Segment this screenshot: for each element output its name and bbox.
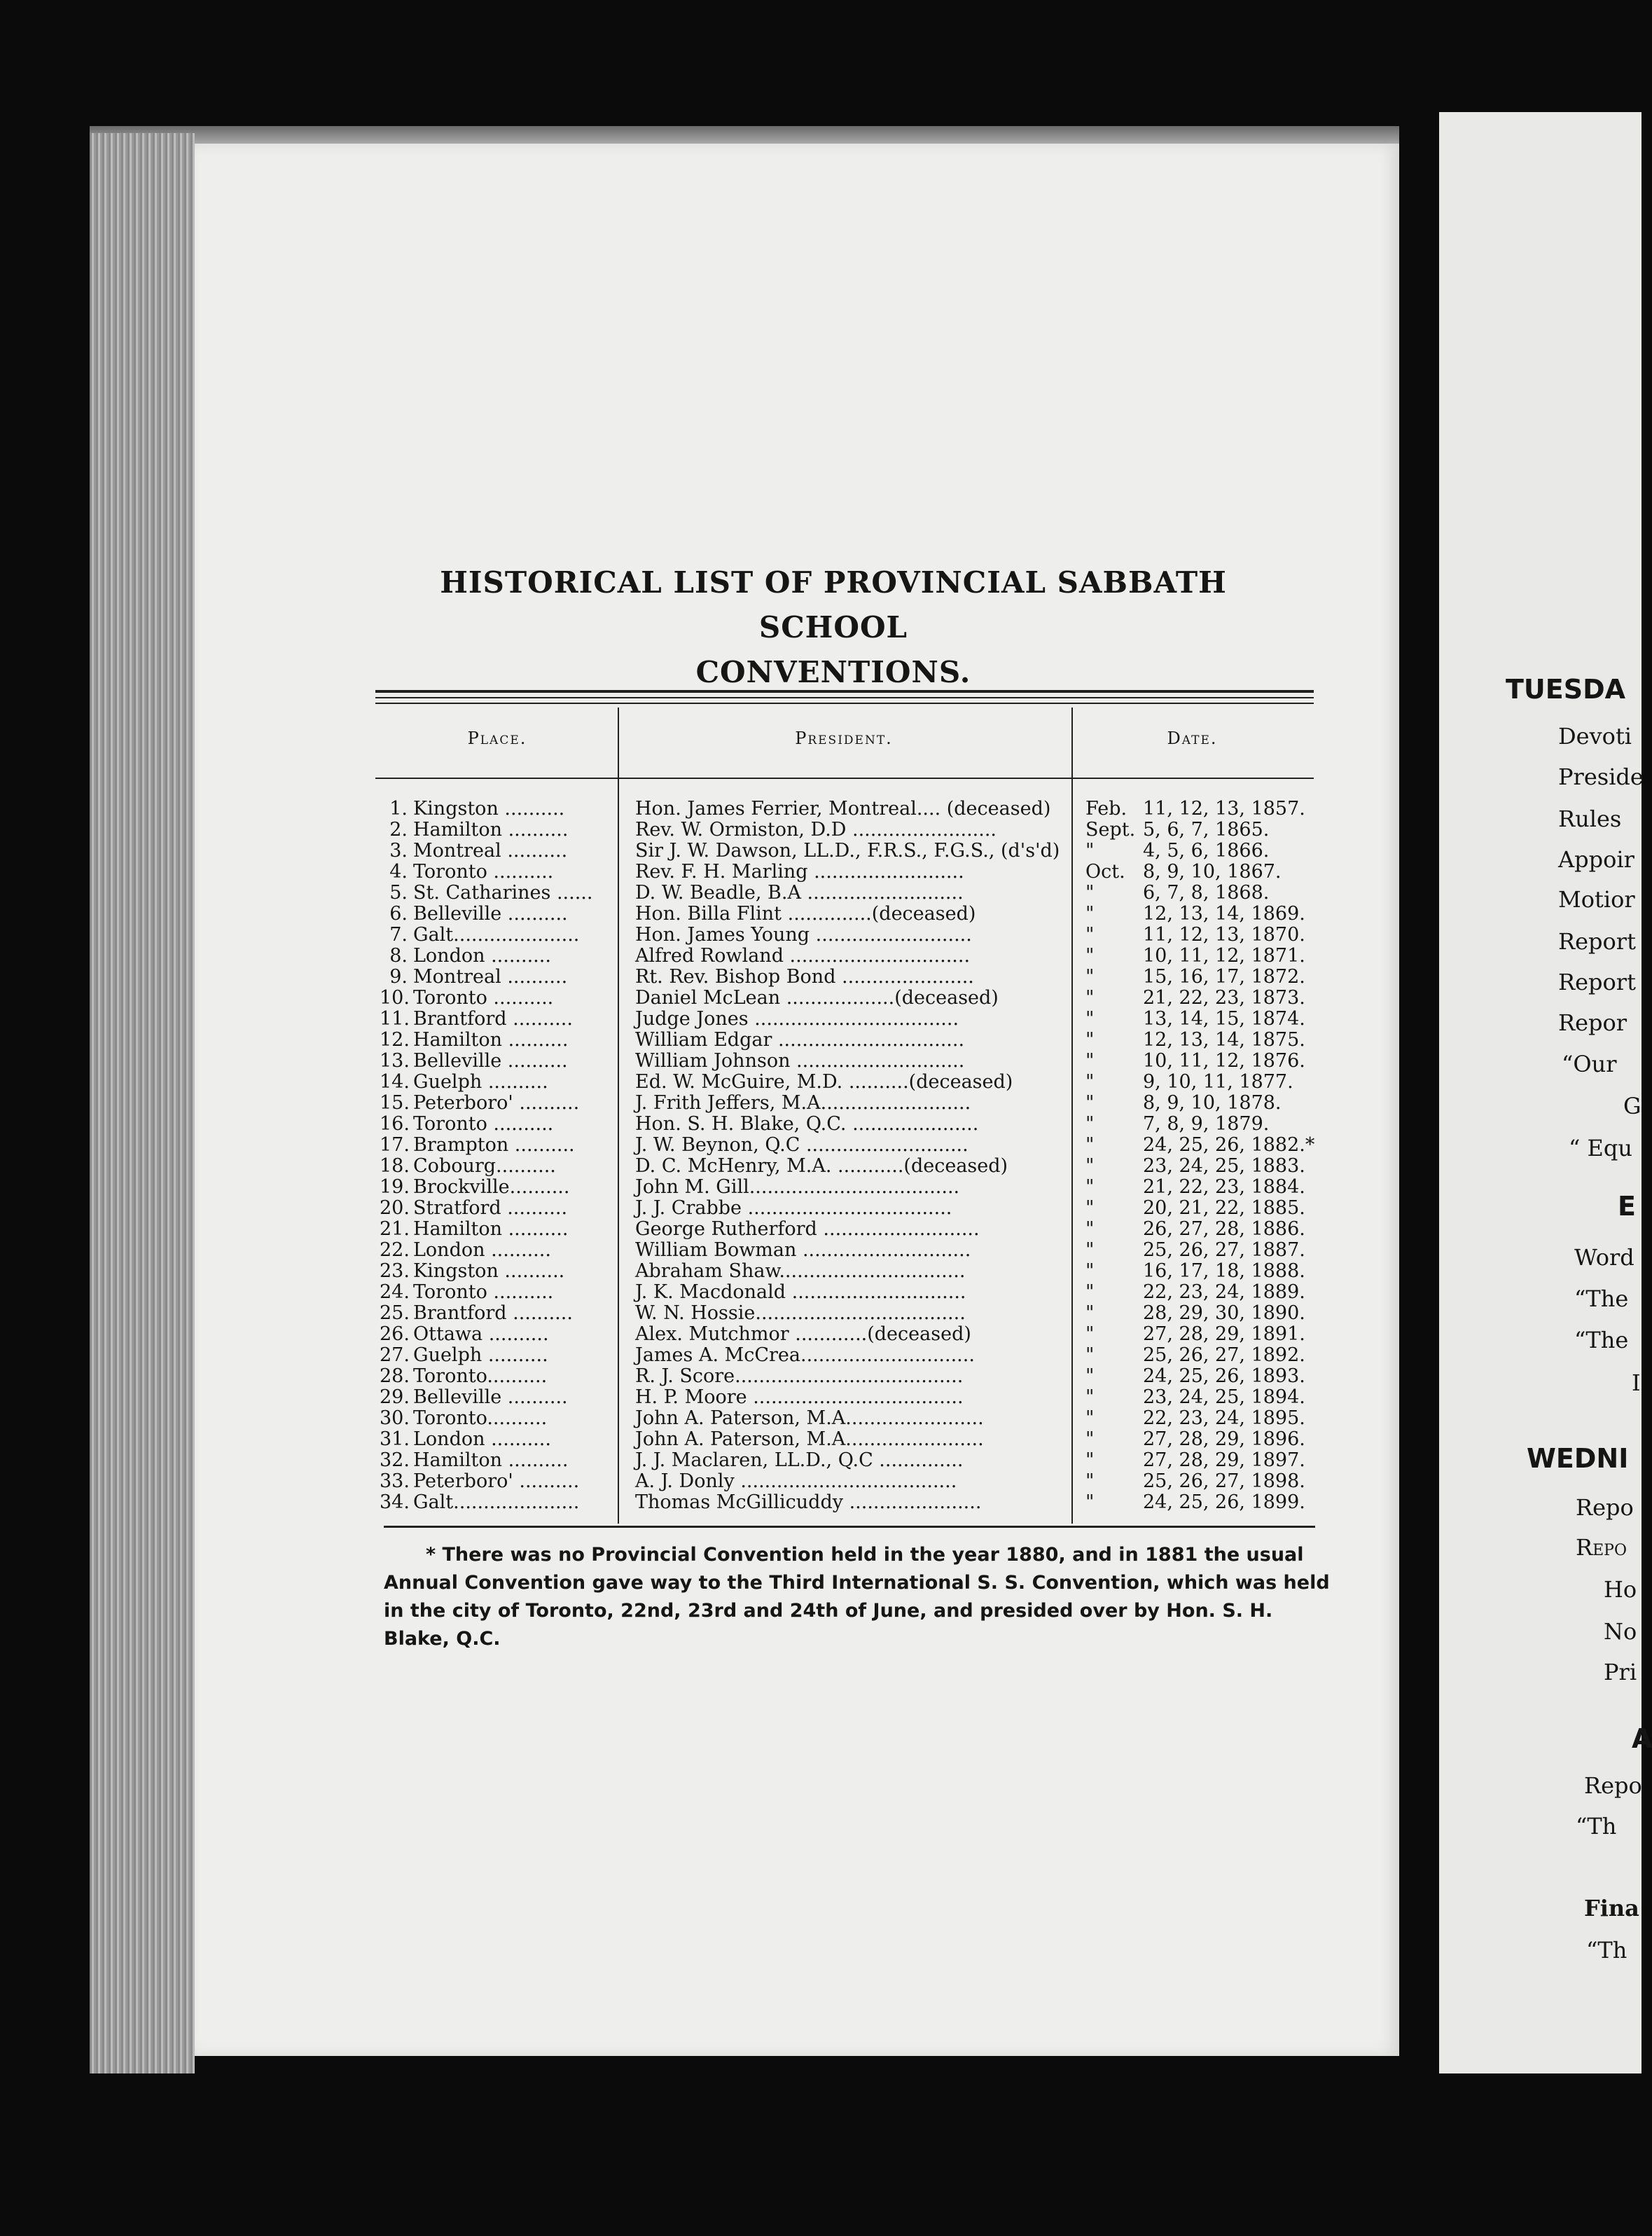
row-place: Belleville .......... — [413, 903, 568, 925]
table-bottom-rule — [384, 1526, 1315, 1528]
row-number: 28. — [380, 1365, 410, 1387]
row-days: 23, 24, 25, 1883. — [1143, 1155, 1305, 1177]
row-days: 10, 11, 12, 1876. — [1143, 1050, 1305, 1072]
row-month: " — [1085, 1008, 1095, 1030]
row-president: John M. Gill................................... — [635, 1176, 960, 1198]
row-number: 27. — [380, 1344, 410, 1366]
rp-line: Rules — [1558, 806, 1622, 832]
row-president: Daniel McLean ..................(deceased) — [635, 987, 999, 1009]
table-row — [380, 1408, 1332, 1429]
rp-line: Motior — [1558, 886, 1635, 913]
row-place: Peterboro' .......... — [413, 1470, 580, 1492]
row-month: " — [1085, 1281, 1095, 1303]
row-days: 25, 26, 27, 1898. — [1143, 1470, 1305, 1492]
row-president: Hon. James Ferrier, Montreal.... (deceased) — [635, 798, 1051, 820]
row-month: " — [1085, 987, 1095, 1009]
rp-line: “Th — [1586, 1937, 1627, 1964]
row-month: " — [1085, 1050, 1095, 1072]
page-title — [371, 560, 1296, 695]
row-place: Stratford .......... — [413, 1197, 568, 1219]
row-place: Toronto .......... — [413, 1281, 554, 1303]
row-president: William Bowman ............................ — [635, 1239, 971, 1261]
row-president: J. W. Beynon, Q.C ........................... — [635, 1134, 969, 1156]
row-month: Oct. — [1085, 861, 1125, 883]
row-place: Toronto.......... — [413, 1407, 548, 1429]
row-number: 31. — [380, 1428, 410, 1450]
row-month: " — [1085, 924, 1095, 946]
table-row — [380, 862, 1332, 883]
row-president: R. J. Score...................................... — [635, 1365, 964, 1387]
row-month: " — [1085, 1323, 1095, 1345]
rp-heading-wednesday: WEDNI — [1527, 1443, 1629, 1474]
row-days: 20, 21, 22, 1885. — [1143, 1197, 1305, 1219]
rp-line: I — [1632, 1369, 1641, 1396]
row-president: J. Frith Jeffers, M.A......................... — [635, 1092, 971, 1114]
rp-line: G — [1623, 1093, 1641, 1119]
row-place: Kingston .......... — [413, 1260, 565, 1282]
rp-line: Word — [1574, 1244, 1634, 1271]
row-place: Guelph .......... — [413, 1344, 548, 1366]
row-number: 33. — [380, 1470, 410, 1492]
table-row — [380, 1324, 1332, 1345]
row-month: " — [1085, 1449, 1095, 1471]
row-place: St. Catharines ...... — [413, 882, 593, 904]
row-president: George Rutherford .......................... — [635, 1218, 980, 1240]
table-row — [380, 820, 1332, 841]
row-place: Brampton .......... — [413, 1134, 575, 1156]
row-month: " — [1085, 1155, 1095, 1177]
row-days: 5, 6, 7, 1865. — [1143, 819, 1270, 841]
table-row — [380, 1093, 1332, 1114]
row-days: 11, 12, 13, 1870. — [1143, 924, 1305, 946]
row-month: " — [1085, 1386, 1095, 1408]
table-row — [380, 988, 1332, 1009]
row-number: 16. — [380, 1113, 410, 1135]
row-number: 22. — [380, 1239, 410, 1261]
row-president: Rt. Rev. Bishop Bond ...................... — [635, 966, 974, 988]
table-row — [380, 1198, 1332, 1219]
row-place: Galt..................... — [413, 924, 580, 946]
row-president: Rev. W. Ormiston, D.D ........................ — [635, 819, 997, 841]
row-number: 34. — [380, 1491, 410, 1513]
header-bottom-rule — [375, 778, 1314, 779]
row-president: Thomas McGillicuddy ...................... — [635, 1491, 982, 1513]
row-number: 11. — [380, 1008, 410, 1030]
row-place: Montreal .......... — [413, 840, 568, 862]
row-place: Belleville .......... — [413, 1386, 568, 1408]
rp-line: Report — [1558, 969, 1636, 995]
row-month: " — [1085, 1071, 1095, 1093]
row-president: William Johnson ............................ — [635, 1050, 965, 1072]
row-place: Brockville.......... — [413, 1176, 570, 1198]
row-president: D. W. Beadle, B.A .......................... — [635, 882, 964, 904]
row-number: 17. — [380, 1134, 410, 1156]
row-month: Feb. — [1085, 798, 1127, 820]
table-row — [380, 1492, 1332, 1513]
row-month: " — [1085, 1197, 1095, 1219]
row-president: J. K. Macdonald ............................. — [635, 1281, 966, 1303]
table-row — [380, 799, 1332, 820]
title-line-1: HISTORICAL LIST OF PROVINCIAL SABBATH SCHOOL — [440, 565, 1227, 644]
row-place: Peterboro' .......... — [413, 1092, 580, 1114]
row-place: Belleville .......... — [413, 1050, 568, 1072]
rp-line: Preside — [1558, 764, 1644, 790]
row-president: Sir J. W. Dawson, LL.D., F.R.S., F.G.S., (d's'd) — [635, 840, 1060, 862]
row-days: 26, 27, 28, 1886. — [1143, 1218, 1305, 1240]
row-month: " — [1085, 1239, 1095, 1261]
row-president: Hon. James Young .......................... — [635, 924, 972, 946]
row-days: 11, 12, 13, 1857. — [1143, 798, 1305, 820]
row-days: 21, 22, 23, 1873. — [1143, 987, 1305, 1009]
row-president: J. J. Crabbe .................................. — [635, 1197, 952, 1219]
row-days: 21, 22, 23, 1884. — [1143, 1176, 1305, 1198]
row-place: Cobourg.......... — [413, 1155, 556, 1177]
row-number: 24. — [380, 1281, 410, 1303]
row-month: " — [1085, 1134, 1095, 1156]
rp-heading-a: A — [1632, 1723, 1652, 1754]
table-row — [380, 1051, 1332, 1072]
table-row — [380, 946, 1332, 967]
row-days: 27, 28, 29, 1891. — [1143, 1323, 1305, 1345]
row-number: 9. — [389, 966, 408, 988]
row-days: 24, 25, 26, 1899. — [1143, 1491, 1305, 1513]
rp-line: “The — [1574, 1285, 1629, 1312]
row-president: William Edgar ............................... — [635, 1029, 965, 1051]
table-row — [380, 1261, 1332, 1282]
table-row — [380, 1177, 1332, 1198]
row-president: Alfred Rowland .............................. — [635, 945, 971, 967]
row-number: 30. — [380, 1407, 410, 1429]
table-row — [380, 1366, 1332, 1387]
table-row — [380, 1135, 1332, 1156]
row-place: London .......... — [413, 1239, 551, 1261]
row-month: " — [1085, 1218, 1095, 1240]
row-number: 1. — [389, 798, 408, 820]
row-month: " — [1085, 1260, 1095, 1282]
table-row — [380, 1240, 1332, 1261]
row-place: Brantford .......... — [413, 1008, 573, 1030]
row-president: Abraham Shaw............................... — [635, 1260, 966, 1282]
row-number: 13. — [380, 1050, 410, 1072]
row-number: 25. — [380, 1302, 410, 1324]
rp-line: Ho — [1604, 1576, 1637, 1603]
row-president: D. C. McHenry, M.A. ...........(deceased) — [635, 1155, 1008, 1177]
row-days: 12, 13, 14, 1869. — [1143, 903, 1305, 925]
row-president: Hon. S. H. Blake, Q.C. ..................... — [635, 1113, 979, 1135]
table-row — [380, 1282, 1332, 1303]
row-place: Montreal .......... — [413, 966, 568, 988]
rp-line: Appoir — [1558, 846, 1634, 873]
header-date: Date. — [1167, 729, 1218, 748]
table-row — [380, 883, 1332, 904]
table-row — [380, 1303, 1332, 1324]
table-row — [380, 904, 1332, 925]
row-president: John A. Paterson, M.A....................... — [635, 1407, 984, 1429]
rp-heading-e: E — [1618, 1191, 1636, 1222]
row-month: " — [1085, 1344, 1095, 1366]
row-days: 6, 7, 8, 1868. — [1143, 882, 1270, 904]
row-days: 22, 23, 24, 1895. — [1143, 1407, 1305, 1429]
table-row — [380, 1009, 1332, 1030]
row-president: Alex. Mutchmor ............(deceased) — [635, 1323, 971, 1345]
row-days: 15, 16, 17, 1872. — [1143, 966, 1305, 988]
row-days: 8, 9, 10, 1867. — [1143, 861, 1282, 883]
table-row — [380, 925, 1332, 946]
row-month: " — [1085, 945, 1095, 967]
row-days: 10, 11, 12, 1871. — [1143, 945, 1305, 967]
row-month: " — [1085, 966, 1095, 988]
rp-line: “The — [1574, 1327, 1629, 1353]
row-month: " — [1085, 1407, 1095, 1429]
row-number: 4. — [389, 861, 408, 883]
row-number: 21. — [380, 1218, 410, 1240]
table-row — [380, 1429, 1332, 1450]
row-days: 8, 9, 10, 1878. — [1143, 1092, 1282, 1114]
rp-line: Devoti — [1558, 723, 1632, 750]
rp-line: No — [1604, 1618, 1637, 1645]
rp-line: Report — [1558, 928, 1636, 955]
row-president: James A. McCrea............................. — [635, 1344, 975, 1366]
row-days: 25, 26, 27, 1887. — [1143, 1239, 1305, 1261]
row-month: " — [1085, 1176, 1095, 1198]
table-row — [380, 967, 1332, 988]
row-number: 29. — [380, 1386, 410, 1408]
row-number: 32. — [380, 1449, 410, 1471]
row-month: " — [1085, 1092, 1095, 1114]
row-president: John A. Paterson, M.A....................... — [635, 1428, 984, 1450]
row-number: 26. — [380, 1323, 410, 1345]
row-president: J. J. Maclaren, LL.D., Q.C .............. — [635, 1449, 964, 1471]
row-place: Ottawa .......... — [413, 1323, 549, 1345]
row-place: London .......... — [413, 1428, 551, 1450]
row-days: 7, 8, 9, 1879. — [1143, 1113, 1270, 1135]
table-row — [380, 1387, 1332, 1408]
row-president: W. N. Hossie................................... — [635, 1302, 966, 1324]
row-month: " — [1085, 1428, 1095, 1450]
row-place: London .......... — [413, 945, 551, 967]
rp-line: Repor — [1558, 1009, 1627, 1036]
table-row — [380, 1030, 1332, 1051]
row-president: Ed. W. McGuire, M.D. ..........(deceased) — [635, 1071, 1013, 1093]
row-place: Hamilton .......... — [413, 1029, 569, 1051]
row-days: 16, 17, 18, 1888. — [1143, 1260, 1305, 1282]
rp-line: Fina — [1584, 1895, 1639, 1921]
row-month: " — [1085, 1365, 1095, 1387]
row-number: 14. — [380, 1071, 410, 1093]
rp-line: Repo — [1584, 1772, 1642, 1799]
row-president: Judge Jones .................................. — [635, 1008, 959, 1030]
row-month: " — [1085, 882, 1095, 904]
table-row — [380, 1471, 1332, 1492]
rp-line: “Th — [1576, 1813, 1617, 1840]
row-place: Toronto .......... — [413, 861, 554, 883]
row-month: " — [1085, 1491, 1095, 1513]
row-number: 7. — [389, 924, 408, 946]
row-place: Hamilton .......... — [413, 1449, 569, 1471]
row-place: Guelph .......... — [413, 1071, 548, 1093]
row-days: 25, 26, 27, 1892. — [1143, 1344, 1305, 1366]
row-place: Brantford .......... — [413, 1302, 573, 1324]
row-month: " — [1085, 903, 1095, 925]
table-row — [380, 1072, 1332, 1093]
rp-heading-tuesday: TUESDA — [1506, 674, 1626, 705]
row-place: Toronto .......... — [413, 987, 554, 1009]
rp-line: Pri — [1604, 1659, 1637, 1685]
table-top-rule — [375, 690, 1314, 693]
table-top-rule-3 — [375, 703, 1314, 704]
header-president: President. — [795, 729, 893, 748]
table-row — [380, 1114, 1332, 1135]
table-row — [380, 1345, 1332, 1366]
row-number: 8. — [389, 945, 408, 967]
row-number: 23. — [380, 1260, 410, 1282]
row-days: 24, 25, 26, 1893. — [1143, 1365, 1305, 1387]
row-place: Kingston .......... — [413, 798, 565, 820]
footnote: * There was no Provincial Convention held in the year 1880, and in 1881 the usual Annual Convention gave way to the Third International S. S. Convention, which was held in the city of Toronto, 22nd, 23rd and 24th of June, and presided over by Hon. S. H. Blake, Q.C. — [384, 1544, 1330, 1650]
header-place: Place. — [467, 729, 527, 748]
table-row — [380, 1156, 1332, 1177]
table-row — [380, 841, 1332, 862]
row-president: Rev. F. H. Marling ......................... — [635, 861, 964, 883]
row-days: 23, 24, 25, 1894. — [1143, 1386, 1305, 1408]
row-month: " — [1085, 1302, 1095, 1324]
row-days: 4, 5, 6, 1866. — [1143, 840, 1270, 862]
row-month: Sept. — [1085, 819, 1136, 841]
rp-line: “ Equ — [1569, 1135, 1632, 1161]
row-place: Hamilton .......... — [413, 1218, 569, 1240]
rp-line: Repo — [1576, 1534, 1627, 1561]
row-number: 12. — [380, 1029, 410, 1051]
row-number: 19. — [380, 1176, 410, 1198]
row-days: 27, 28, 29, 1896. — [1143, 1428, 1305, 1450]
row-president: Hon. Billa Flint ..............(deceased) — [635, 903, 976, 925]
row-days: 22, 23, 24, 1889. — [1143, 1281, 1305, 1303]
row-number: 20. — [380, 1197, 410, 1219]
book-page-edges — [90, 133, 195, 2073]
row-place: Galt..................... — [413, 1491, 580, 1513]
convention-table — [380, 799, 1332, 1513]
title-line-2: CONVENTIONS. — [695, 655, 971, 689]
table-row — [380, 1450, 1332, 1471]
row-president: H. P. Moore ................................... — [635, 1386, 964, 1408]
row-days: 27, 28, 29, 1897. — [1143, 1449, 1305, 1471]
row-days: 24, 25, 26, 1882.* — [1143, 1134, 1315, 1156]
table-row — [380, 1219, 1332, 1240]
row-month: " — [1085, 1470, 1095, 1492]
table-top-rule-2 — [375, 697, 1314, 698]
row-place: Toronto .......... — [413, 1113, 554, 1135]
row-number: 18. — [380, 1155, 410, 1177]
row-number: 5. — [389, 882, 408, 904]
row-number: 10. — [380, 987, 410, 1009]
row-number: 15. — [380, 1092, 410, 1114]
row-place: Toronto.......... — [413, 1365, 548, 1387]
row-days: 13, 14, 15, 1874. — [1143, 1008, 1305, 1030]
row-month: " — [1085, 1113, 1095, 1135]
rp-line: “Our — [1562, 1051, 1617, 1077]
row-days: 9, 10, 11, 1877. — [1143, 1071, 1293, 1093]
row-number: 2. — [389, 819, 408, 841]
row-president: A. J. Donly .................................... — [635, 1470, 957, 1492]
row-place: Hamilton .......... — [413, 819, 569, 841]
row-days: 12, 13, 14, 1875. — [1143, 1029, 1305, 1051]
row-number: 6. — [389, 903, 408, 925]
row-month: " — [1085, 1029, 1095, 1051]
row-month: " — [1085, 840, 1095, 862]
rp-line: Repo — [1576, 1494, 1634, 1521]
row-days: 28, 29, 30, 1890. — [1143, 1302, 1305, 1324]
row-number: 3. — [389, 840, 408, 862]
